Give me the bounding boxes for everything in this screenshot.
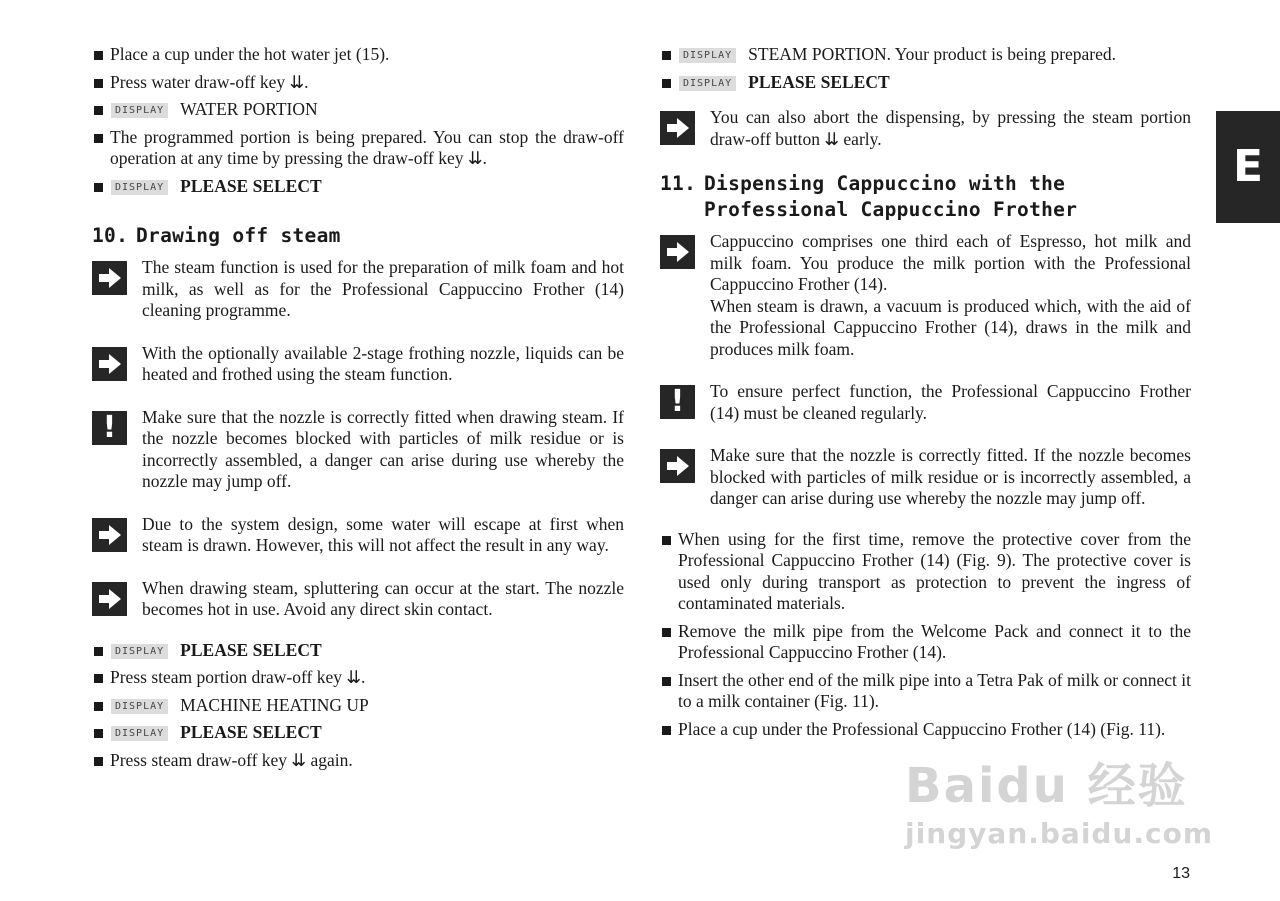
- bullet-text: Remove the milk pipe from the Welcome Pack and connect it to the Professional Cappuccino Frother (14).: [678, 620, 1191, 662]
- bullet-text: PLEASE SELECT: [748, 71, 890, 92]
- bullet-item: [660, 529, 1191, 615]
- arrow-right-icon: [92, 582, 127, 616]
- bullet-text: Place a cup under the Professional Cappuccino Frother (14) (Fig. 11).: [678, 718, 1166, 739]
- note-block: [92, 343, 624, 386]
- bullet-item: [92, 176, 624, 198]
- note-block: [92, 257, 624, 322]
- bullet-item: [92, 640, 624, 662]
- bullet-text: Place a cup under the hot water jet (15).: [110, 44, 390, 64]
- note-text: When drawing steam, spluttering can occur at the start. The nozzle becomes hot in use. Avoid any direct skin contact.: [142, 577, 624, 619]
- bullet-text: When using for the first time, remove the protective cover from the Professional Cappuccino Frother (14) (Fig. 9). The protective cover is used only during transport as protection to prevent the ingress of contaminated materials.: [678, 528, 1191, 613]
- bullet-item: [92, 99, 624, 121]
- watermark-brand: Baidu 经验: [905, 758, 1188, 814]
- watermark: [905, 760, 1213, 850]
- note-text: Due to the system design, some water will escape at first when steam is drawn. However, this will not affect the result in any way.: [142, 513, 624, 555]
- section-11-bullets: [660, 529, 1191, 741]
- bullet-item: [660, 670, 1191, 713]
- left-intro-bullets: [92, 44, 624, 197]
- section-10-heading: 10. Drawing off steam: [92, 224, 341, 247]
- display-indicator-icon: DISPLAY: [679, 76, 736, 91]
- bullet-text: Press steam portion draw-off key ⇊.: [110, 667, 366, 687]
- arrow-right-icon: [92, 261, 127, 295]
- note-block: [92, 514, 624, 557]
- note-block: [660, 231, 1191, 360]
- right-intro-note: [660, 107, 1191, 150]
- display-indicator-icon: DISPLAY: [679, 48, 736, 63]
- display-indicator-icon: DISPLAY: [111, 726, 168, 741]
- note-block: [660, 107, 1191, 150]
- bullet-text: STEAM PORTION. Your product is being prepared.: [748, 44, 1117, 64]
- note-block: [660, 445, 1191, 510]
- note-text: The steam function is used for the preparation of milk foam and hot milk, as well as for the Professional Cappuccino Frother (14) cleaning programme.: [142, 257, 624, 320]
- bullet-text: Press water draw-off key ⇊.: [110, 71, 309, 92]
- note-block: [92, 578, 624, 621]
- left-column: [92, 44, 624, 777]
- display-indicator-icon: DISPLAY: [111, 699, 168, 714]
- section-11-notes: [660, 231, 1191, 510]
- bullet-item: [92, 44, 624, 66]
- note-text: You can also abort the dispensing, by pressing the steam portion draw-off button ⇊ early.: [710, 107, 1191, 149]
- bullet-text: PLEASE SELECT: [180, 722, 322, 742]
- bullet-item: [660, 719, 1191, 741]
- display-indicator-icon: DISPLAY: [111, 103, 168, 118]
- bullet-text: MACHINE HEATING UP: [180, 694, 369, 715]
- section-10-notes: [92, 257, 624, 621]
- note-text: With the optionally available 2-stage frothing nozzle, liquids can be heated and frothed using the steam function.: [142, 342, 624, 384]
- note-block: [92, 407, 624, 493]
- bullet-text: The programmed portion is being prepared. You can stop the draw-off operation at any time by pressing the draw-off key ⇊.: [110, 126, 624, 168]
- bullet-item: [660, 72, 1191, 94]
- bullet-item: [92, 667, 624, 689]
- bullet-item: [92, 722, 624, 744]
- bullet-text: PLEASE SELECT: [180, 175, 322, 196]
- note-text: Make sure that the nozzle is correctly fitted. If the nozzle becomes blocked with particles of milk residue or is incorrectly assembled, a danger can arise during use whereby the nozzle may jump off.: [710, 445, 1191, 508]
- arrow-right-icon: [660, 111, 695, 145]
- arrow-right-icon: [92, 347, 127, 381]
- exclamation-icon: !: [92, 411, 127, 445]
- bullet-item: [92, 750, 624, 772]
- language-tab: E: [1216, 111, 1280, 223]
- right-column: [660, 44, 1191, 746]
- bullet-item: [660, 621, 1191, 664]
- bullet-text: PLEASE SELECT: [180, 639, 322, 660]
- note-text: Cappuccino comprises one third each of Espresso, hot milk and milk foam. You produce the milk portion with the Professional Cappuccino Frother (14).: [710, 231, 1191, 294]
- bullet-text: Press steam draw-off key ⇊ again.: [110, 749, 353, 770]
- bullet-text: WATER PORTION: [180, 99, 318, 119]
- note-text: Make sure that the nozzle is correctly fitted when drawing steam. If the nozzle becomes blocked with particles of milk residue or is incorrectly assembled, a danger can arise during use whereby the nozzle may jump off.: [142, 406, 624, 491]
- bullet-item: [660, 44, 1191, 66]
- arrow-right-icon: [660, 235, 695, 269]
- display-indicator-icon: DISPLAY: [111, 180, 168, 195]
- watermark-url: jingyan.baidu.com: [905, 817, 1214, 850]
- exclamation-icon: !: [660, 385, 695, 419]
- bullet-item: [92, 72, 624, 94]
- arrow-right-icon: [92, 518, 127, 552]
- bullet-item: [92, 127, 624, 170]
- page-number: 13: [1172, 865, 1190, 882]
- note-block: [660, 381, 1191, 424]
- bullet-text: Insert the other end of the milk pipe into a Tetra Pak of milk or connect it to a milk container (Fig. 11).: [678, 669, 1191, 711]
- display-indicator-icon: DISPLAY: [111, 644, 168, 659]
- note-text: To ensure perfect function, the Professional Cappuccino Frother (14) must be cleaned regularly.: [710, 381, 1191, 423]
- section-11-heading: 11. Dispensing Cappuccino with the Professional Cappuccino Frother: [660, 172, 1078, 221]
- arrow-right-icon: [660, 449, 695, 483]
- bullet-item: [92, 695, 624, 717]
- section-10-bullets: [92, 640, 624, 772]
- note-text: When steam is drawn, a vacuum is produced which, with the aid of the Professional Cappuccino Frother (14), draws in the milk and produces milk foam.: [710, 295, 1191, 359]
- right-intro-bullets: [660, 44, 1191, 93]
